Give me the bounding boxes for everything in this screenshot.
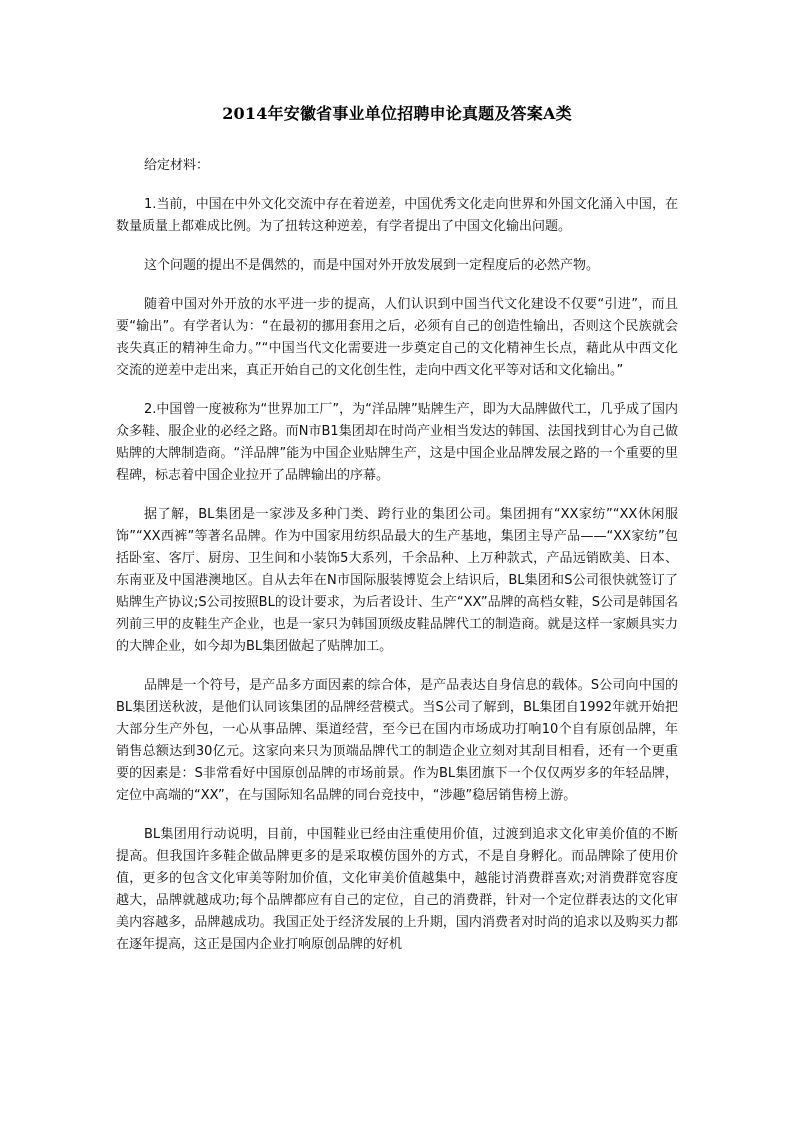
document-page <box>116 103 678 956</box>
paragraph-6: 品牌是一个符号，是产品多方面因素的综合体，是产品表达自身信息的载体。S公司向中国的BL集团送秋波，是他们认同该集团的品牌经营模式。当S公司了解到，BL集团自1992年就开始把大部分生产外包，一心从事品牌、渠道经营，至今已在国内市场成功打响10个自有原创品牌，年销售总额达到30亿元。这家向来只为顶端品牌代工的制造企业立刻对其刮目相看，还有一个更重要的因素是：S非常看好中国原创品牌的市场前景。作为BL集团旗下一个仅仅两岁多的年轻品牌，定位中高端的“XX”，在与国际知名品牌的同台竞技中，“涉趣”稳居销售榜上游。 <box>116 678 678 803</box>
paragraph-5: 据了解，BL集团是一家涉及多种门类、跨行业的集团公司。集团拥有“XX家纺”“XX休闲服饰”“XX西裤”等著名品牌。作为中国家用纺织品最大的生产基地，集团主导产品——“XX家纺”包括卧室、客厅、厨房、卫生间和小装饰5大系列，千余品种、上万种款式，产品远销欧美、日本、东南亚及中国港澳地区。自从去年在N市国际服装博览会上结识后，BL集团和S公司很快就签订了贴牌生产协议;S公司按照BL的设计要求，为后者设计、生产“XX”品牌的高档女鞋，S公司是韩国名列前三甲的皮鞋生产企业，也是一家只为韩国顶级皮鞋品牌代工的制造商。就是这样一家颇具实力的大牌企业，如今却为BL集团做起了贴牌加工。 <box>116 507 678 654</box>
paragraph-3: 随着中国对外开放的水平进一步的提高，人们认识到中国当代文化建设不仅要“引进”，而且要“输出”。有学者认为：“在最初的挪用套用之后，必须有自己的创造性输出，否则这个民族就会丧失真正的精神生命力。”“中国当代文化需要进一步奠定自己的文化精神生长点，藉此从中西文化交流的逆差中走出来，真正开始自己的文化创生性，走向中西文化平等对话和文化输出。” <box>116 297 678 378</box>
section-label: 给定材料： <box>144 158 210 173</box>
paragraph-2: 这个问题的提出不是偶然的，而是中国对外开放发展到一定程度后的必然产物。 <box>144 258 600 273</box>
paragraph-4: 2.中国曾一度被称为“世界加工厂”，为“洋品牌”贴牌生产，即为大品牌做代工，几乎成了国内众多鞋、服企业的必经之路。而N市B1集团却在时尚产业相当发达的韩国、法国找到甘心为自己做贴牌的大牌制造商。“洋品牌”能为中国企业贴牌生产，这是中国企业品牌发展之路的一个重要的里程碑，标志着中国企业拉开了品牌输出的序幕。 <box>116 402 678 483</box>
document-title: 2014年安徽省事业单位招聘申论真题及答案A类 <box>222 104 572 123</box>
paragraph-7: BL集团用行动说明，目前，中国鞋业已经由注重使用价值，过渡到追求文化审美价值的不断提高。但我国许多鞋企做品牌更多的是采取模仿国外的方式，不是自身孵化。而品牌除了使用价值，更多的包含文化审美等附加价值，文化审美价值越集中，越能讨消费群喜欢;对消费群宽容度越大，品牌就越成功;每个品牌都应有自己的定位，自己的消费群，针对一个定位群表达的文化审美内容越多，品牌越成功。我国正处于经济发展的上升期，国内消费者对时尚的追求以及购买力都在逐年提高，这正是国内企业打响原创品牌的好机 <box>116 827 678 952</box>
paragraph-1: 1.当前，中国在中外文化交流中存在着逆差，中国优秀文化走向世界和外国文化涌入中国，在数量质量上都难成比例。为了扭转这种逆差，有学者提出了中国文化输出问题。 <box>116 197 678 234</box>
